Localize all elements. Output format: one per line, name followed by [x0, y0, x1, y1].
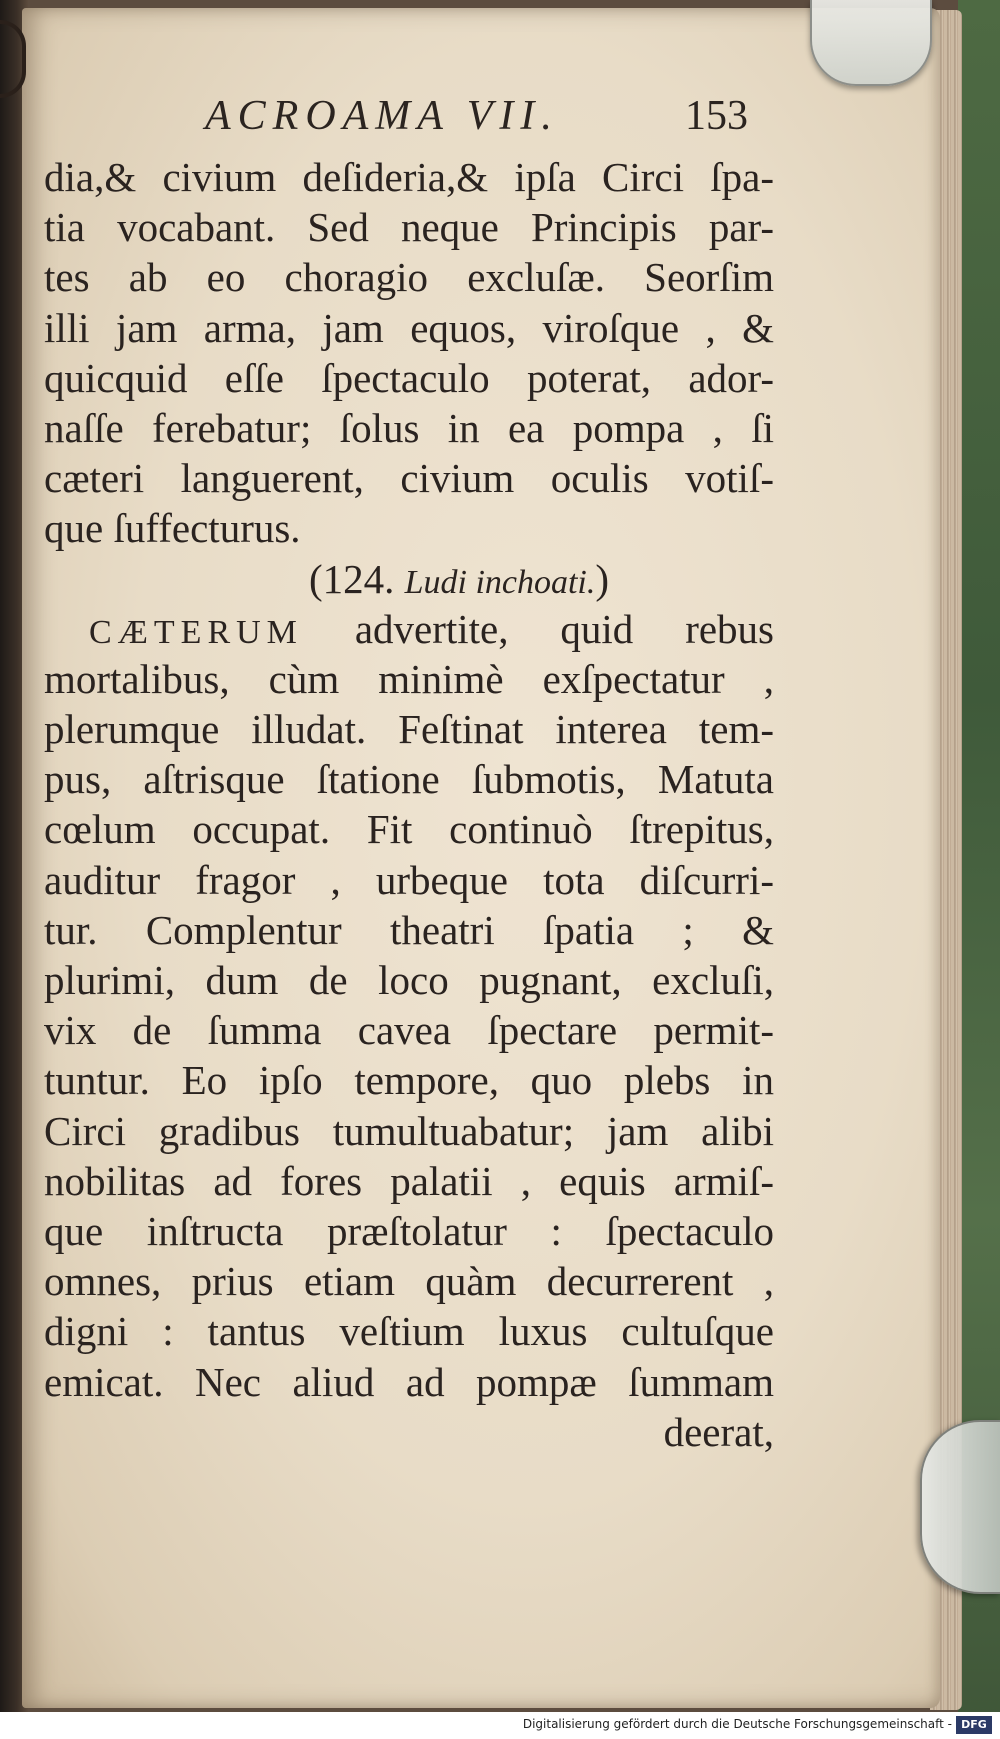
text-line: quicquid eſſe ſpectaculo poterat, ador- [44, 354, 774, 401]
digitization-footer [0, 1712, 1000, 1739]
text-line: tes ab eo choragio excluſæ. Seorſim [44, 254, 774, 301]
running-title: ACROAMA VII. [205, 93, 559, 139]
text-line [44, 604, 774, 654]
text-line: cœlum occupat. Fit continuò ſtrepitus, [44, 806, 774, 853]
text-line: digni : tantus veſtium luxus cultuſque [44, 1308, 774, 1355]
text-line: auditur fragor , urbeque tota diſcurri- [44, 856, 774, 903]
text-line: plurimi, dum de loco pugnant, excluſi, [44, 957, 774, 1003]
text-line: tuntur. Eo ipſo tempore, quo plebs in [44, 1057, 774, 1104]
text-line: pus, aſtrisque ſtatione ſubmotis, Matuta [44, 756, 774, 803]
text-line: naſſe ferebatur; ſolus in ea pompa , ſi [44, 404, 774, 451]
text-line: vix de ſumma cavea ſpectare permit- [44, 1007, 774, 1054]
text-line: tur. Complentur theatri ſpatia ; & [44, 906, 774, 953]
section-close: ) [595, 555, 610, 602]
catchword: deerat, [663, 1408, 774, 1455]
funding-credit: Digitalisierung gefördert durch die Deutsche Forschungsgemeinschaft - [522, 1717, 952, 1731]
text-line: que ſuffecturus. [44, 505, 301, 552]
text-line: plerumque illudat. Feſtinat interea tem- [44, 706, 774, 753]
running-header [205, 92, 765, 152]
text-line: omnes, prius etiam quàm decurrerent , [44, 1258, 774, 1305]
glass-weight-right [920, 1420, 1000, 1594]
section-number: (124. [308, 555, 395, 602]
glass-weight-top [810, 0, 932, 86]
initial-word: CÆTERUM [89, 613, 303, 651]
text-line: que inſtructa præſtolatur : ſpectaculo [44, 1207, 774, 1254]
text-line: dia,& civium deſideria,& ipſa Circi ſpa- [44, 154, 774, 200]
first-line-rest: advertite, quid rebus [354, 605, 774, 652]
page-number: 153 [685, 93, 748, 139]
text-line: Circi gradibus tumultuabatur; jam alibi [44, 1107, 774, 1154]
dfg-logo: DFG [956, 1716, 992, 1734]
section-title: Ludi inchoati. [404, 563, 596, 601]
text-line: mortalibus, cùm minimè exſpectatur , [44, 655, 774, 702]
section-heading [44, 554, 774, 604]
main-text [44, 152, 774, 1457]
text-line: emicat. Nec aliud ad pompæ ſummam [44, 1358, 774, 1405]
text-line: illi jam arma, jam equos, viroſque , & [44, 304, 774, 351]
text-line: nobilitas ad fores palatii , equis armiſ- [44, 1157, 774, 1204]
text-line: tia vocabant. Sed neque Principis par- [44, 204, 774, 251]
text-line: cæteri languerent, civium oculis votiſ- [44, 455, 774, 502]
